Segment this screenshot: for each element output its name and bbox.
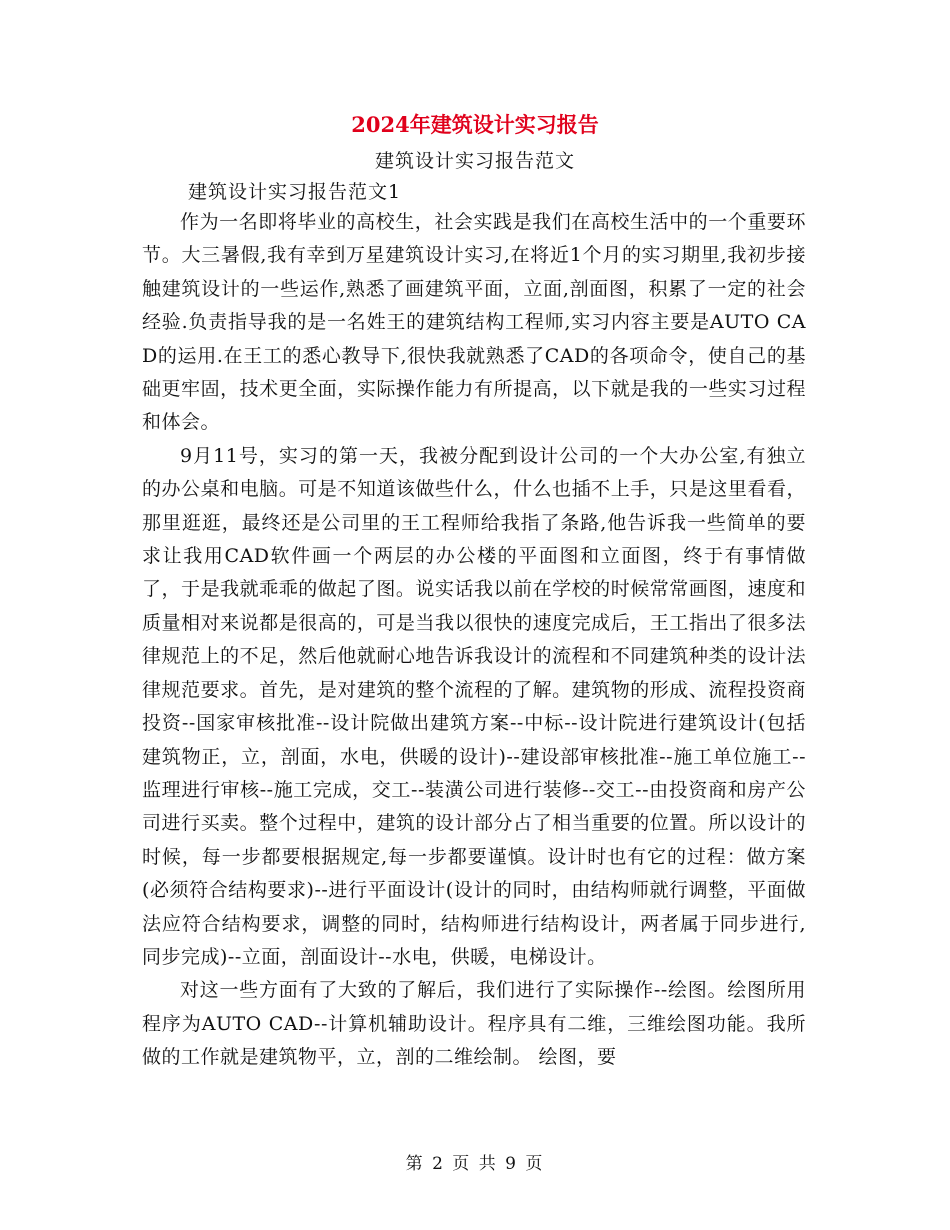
- section-heading: 建筑设计实习报告范文1: [188, 181, 402, 203]
- paragraph-2: 9月11号，实习的第一天，我被分配到设计公司的一个大办公室,有独立的办公桌和电脑。可是不知道该做些什么，什么也插不上手，只是这里看看，那里逛逛，最终还是公司里的王工程师给我指了条路,他告诉我一些简单的要求让我用CAD软件画一个两层的办公楼的平面图和立面图，终于有事情做了，于是我就乖乖的做起了图。说实话我以前在学校的时候常常画图，速度和质量相对来说都是很高的，可是当我以很快的速度完成后，王工指出了很多法律规范上的不足，然后他就耐心地告诉我设计的流程和不同建筑种类的设计法律规范要求。首先，是对建筑的整个流程的了解。建筑物的形成、流程投资商投资--国家审核批准--设计院做出建筑方案--中标--设计院进行建筑设计(包括建筑物正，立，剖面，水电，供暖的设计)--建设部审核批准--施工单位施工--监理进行审核--施工完成，交工--装潢公司进行装修--交工--由投资商和房产公司进行买卖。整个过程中，建筑的设计部分占了相当重要的位置。所以设计的时候，每一步都要根据规定,每一步都要谨慎。设计时也有它的过程：做方案(必须符合结构要求)--进行平面设计(设计的同时，由结构师就行调整，平面做法应符合结构要求，调整的同时，结构师进行结构设计，两者属于同步进行,同步完成)--立面，剖面设计--水电，供暖，电梯设计。: [142, 444, 806, 968]
- paragraph-3: 对这一些方面有了大致的了解后，我们进行了实际操作--绘图。绘图所用程序为AUTO CAD--计算机辅助设计。程序具有二维，三维绘图功能。我所做的工作就是建筑物平，立，剖的二维绘制。 绘图，要: [142, 979, 806, 1069]
- body-text: [142, 206, 806, 1075]
- paragraph-1: 作为一名即将毕业的高校生，社会实践是我们在高校生活中的一个重要环节。大三暑假,我有幸到万星建筑设计实习,在将近1个月的实习期里,我初步接触建筑设计的一些运作,熟悉了画建筑平面，立面,剖面图，积累了一定的社会经验.负责指导我的是一名姓王的建筑结构工程师,实习内容主要是AUTO CAD的运用.在王工的悉心教导下,很快我就熟悉了CAD的各项命令，使自己的基础更牢固，技术更全面，实际操作能力有所提高，以下就是我的一些实习过程和体会。: [142, 211, 806, 434]
- page-footer: 第 2 页 共 9 页: [405, 1154, 545, 1174]
- document-title: 2024年建筑设计实习报告: [351, 112, 599, 137]
- document-subtitle: 建筑设计实习报告范文: [374, 150, 575, 172]
